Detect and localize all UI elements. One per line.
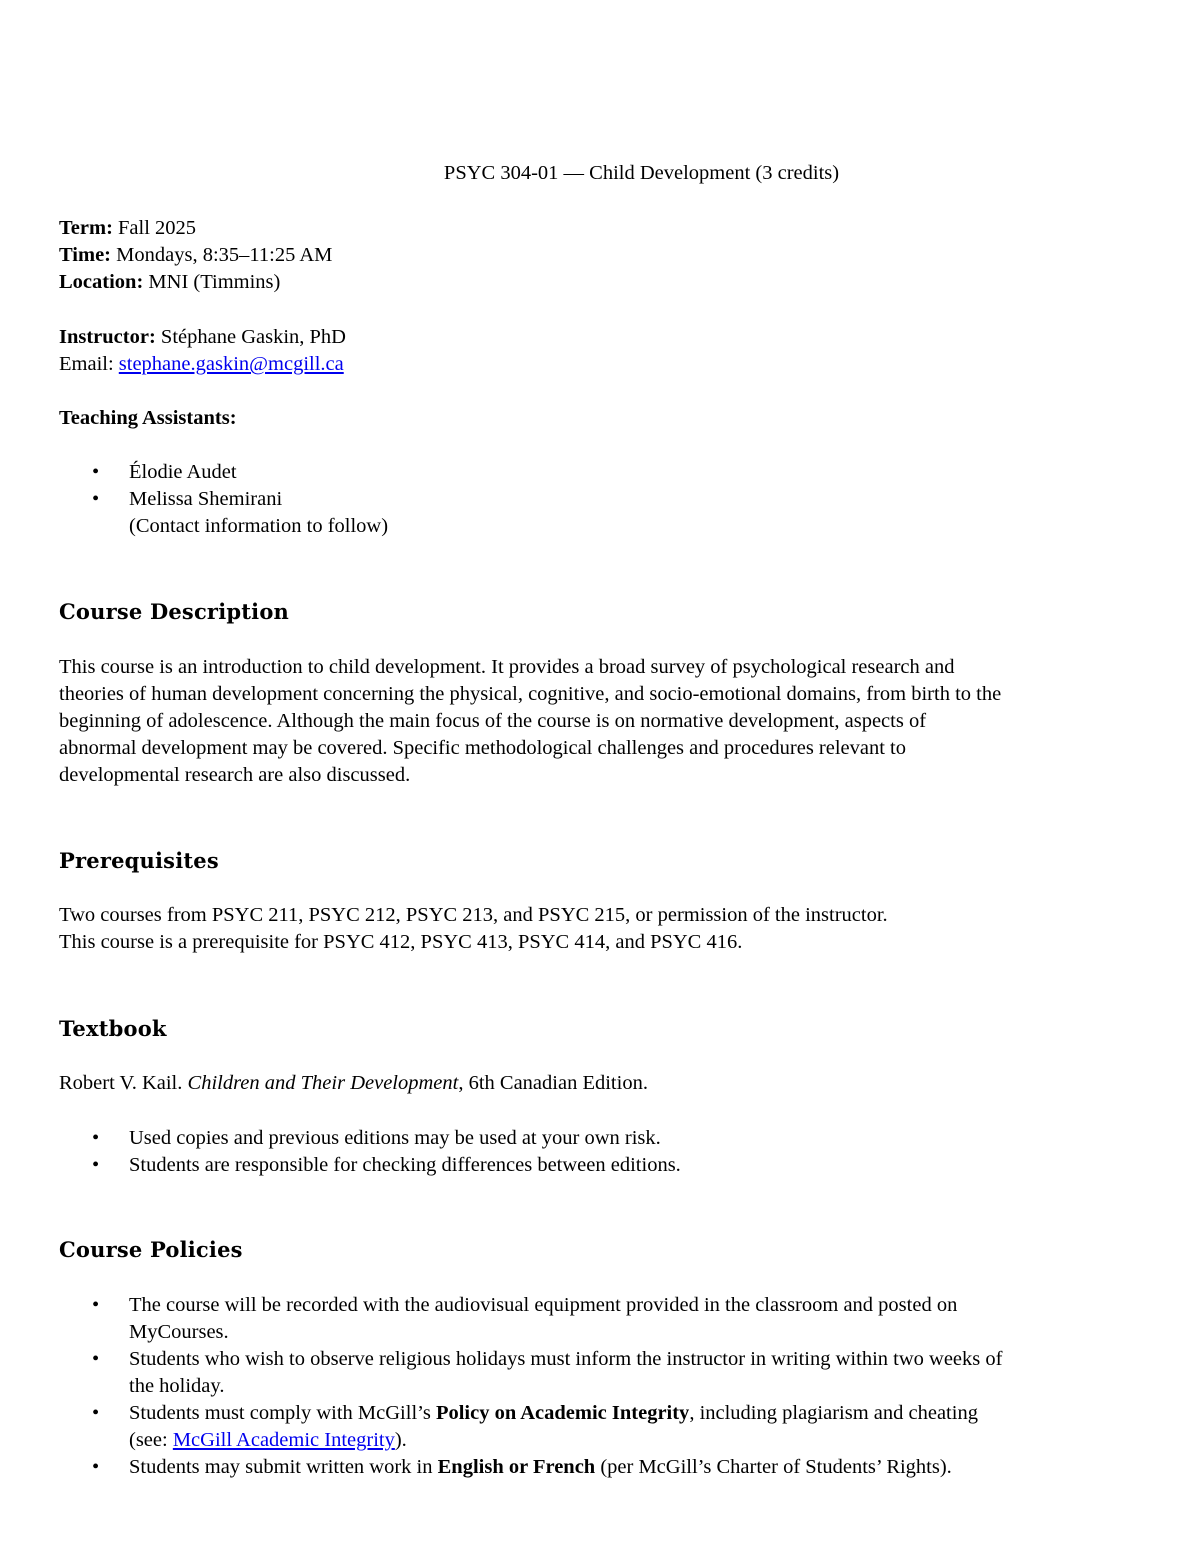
list-item	[59, 1454, 1149, 1481]
prerequisites-section	[59, 846, 1149, 876]
ta-name: Melissa Shemirani	[129, 488, 283, 510]
note-text: Used copies and previous editions may be used at your own risk.	[129, 1127, 661, 1149]
location-label: Location:	[59, 271, 144, 293]
instructor-label: Instructor:	[59, 326, 156, 348]
bullet-icon: •	[92, 1154, 100, 1176]
ta-heading: Teaching Assistants:	[59, 407, 237, 429]
list-item	[59, 1346, 1149, 1400]
textbook-edition: , 6th Canadian Edition.	[458, 1072, 648, 1094]
location-line	[59, 269, 1149, 296]
policies-heading: Course Policies	[59, 1237, 243, 1262]
bullet-icon: •	[92, 1402, 100, 1424]
list-item	[59, 459, 1149, 486]
prerequisites-line: Two courses from PSYC 211, PSYC 212, PSYC 213, and PSYC 215, or permission of the instructor.	[59, 904, 888, 926]
description-line: This course is an introduction to child development. It provides a broad survey of psychological research and	[59, 656, 955, 678]
description-heading: Course Description	[59, 599, 290, 624]
textbook-notes	[59, 1125, 1149, 1179]
policy-text: Students who wish to observe religious holidays must inform the instructor in writing within two weeks of	[129, 1348, 1003, 1370]
policy-emphasis: English or French	[437, 1456, 596, 1478]
email-line	[59, 351, 1149, 378]
note-text: Students are responsible for checking differences between editions.	[129, 1154, 681, 1176]
term-label: Term:	[59, 217, 113, 239]
ta-note: (Contact information to follow)	[129, 515, 389, 537]
textbook-citation	[59, 1070, 1149, 1097]
policy-text	[129, 1400, 1149, 1427]
policy-text-segment: , including plagiarism and cheating	[689, 1402, 978, 1424]
description-body	[59, 654, 1149, 789]
location-value: MNI (Timmins)	[143, 271, 281, 293]
policy-text-segment: Students must comply with McGill’s	[129, 1402, 436, 1424]
policy-text: the holiday.	[129, 1375, 225, 1397]
policy-text-segment: ).	[394, 1429, 407, 1451]
textbook-title: Children and Their Development	[187, 1072, 459, 1094]
time-line	[59, 242, 1149, 269]
textbook-author: Robert V. Kail.	[59, 1072, 188, 1094]
policy-text-segment: Students may submit written work in	[129, 1456, 438, 1478]
bullet-icon: •	[92, 461, 100, 483]
description-line: abnormal development may be covered. Specific methodological challenges and procedures relevant to	[59, 737, 907, 759]
bullet-icon: •	[92, 1348, 100, 1370]
bullet-icon: •	[92, 488, 100, 510]
ta-list-block	[59, 459, 1149, 540]
course-info	[59, 215, 1149, 296]
textbook-section	[59, 1014, 1149, 1044]
time-label: Time:	[59, 244, 112, 266]
term-value: Fall 2025	[112, 217, 197, 239]
page-title: PSYC 304-01 — Child Development (3 credits)	[443, 162, 840, 184]
policy-text	[129, 1427, 1149, 1454]
instructor-value: Stéphane Gaskin, PhD	[155, 326, 346, 348]
email-label: Email:	[59, 353, 119, 375]
bullet-icon: •	[92, 1294, 100, 1316]
description-line: theories of human development concerning the physical, cognitive, and socio-emotional domains, from birth to the	[59, 683, 1002, 705]
time-value: Mondays, 8:35–11:25 AM	[111, 244, 333, 266]
policies-list	[59, 1292, 1149, 1481]
list-item	[59, 1152, 1149, 1179]
textbook-heading: Textbook	[59, 1016, 167, 1041]
instructor-info	[59, 324, 1149, 378]
list-item	[59, 486, 1149, 540]
email-link[interactable]: stephane.gaskin@mcgill.ca	[118, 353, 344, 375]
description-line: beginning of adolescence. Although the main focus of the course is on normative development, aspects of	[59, 710, 927, 732]
bullet-icon: •	[92, 1456, 100, 1478]
policies-list-block	[59, 1292, 1149, 1481]
prerequisites-heading: Prerequisites	[59, 848, 219, 873]
description-section	[59, 597, 1149, 627]
instructor-line	[59, 324, 1149, 351]
policy-text: MyCourses.	[129, 1321, 229, 1343]
prerequisites-body	[59, 902, 1149, 956]
policy-text: The course will be recorded with the audiovisual equipment provided in the classroom and posted on	[129, 1294, 958, 1316]
prerequisites-line: This course is a prerequisite for PSYC 412, PSYC 413, PSYC 414, and PSYC 416.	[59, 931, 743, 953]
ta-section	[59, 405, 1149, 432]
policies-section	[59, 1235, 1149, 1265]
policy-text-segment: (per McGill’s Charter of Students’ Rights).	[595, 1456, 952, 1478]
textbook-notes-block	[59, 1125, 1149, 1179]
policy-text-segment: (see:	[129, 1429, 173, 1451]
academic-integrity-link[interactable]: McGill Academic Integrity	[172, 1429, 395, 1451]
policy-text	[129, 1454, 1149, 1481]
ta-name: Élodie Audet	[129, 461, 237, 483]
list-item	[59, 1125, 1149, 1152]
list-item	[59, 1292, 1149, 1346]
policy-emphasis: Policy on Academic Integrity	[435, 1402, 690, 1424]
ta-list	[59, 459, 1149, 540]
description-line: developmental research are also discussed.	[59, 764, 411, 786]
list-item	[59, 1400, 1149, 1454]
term-line	[59, 215, 1149, 242]
bullet-icon: •	[92, 1127, 100, 1149]
citation-line	[59, 1070, 1149, 1097]
